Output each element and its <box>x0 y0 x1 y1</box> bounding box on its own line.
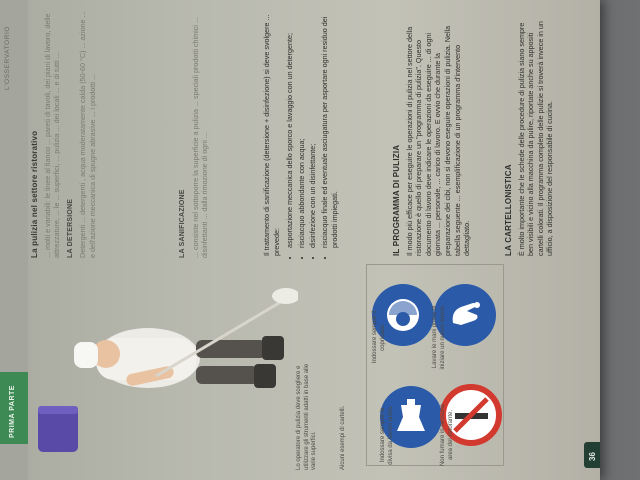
section-tab-label: PRIMA PARTE <box>9 385 16 438</box>
detersione-heading: LA DETERSIONE <box>66 198 74 258</box>
procedure-item: • disinfezione con un disinfettante; <box>308 6 318 248</box>
program-heading: IL PROGRAMMA DI PULIZIA <box>392 144 401 256</box>
sanificazione-heading: LA SANIFICAZIONE <box>179 189 186 258</box>
sanificazione-block <box>178 8 214 258</box>
section-tab <box>0 372 28 444</box>
procedure-intro: Il trattamento di sanificazione (detersione + disinfezione) si deve svolgere ... prevede: <box>262 14 281 256</box>
sign-caption: Indossare sempre il copricapo. <box>372 310 386 364</box>
main-text-block <box>30 8 102 258</box>
procedure-item: • risciacquo abbondante con acqua; <box>297 6 307 248</box>
hand-wash-icon <box>443 293 487 337</box>
signage-block <box>504 12 559 256</box>
running-header: L'OSSERVATORIO <box>4 25 11 90</box>
article-title: La pulizia nel settore ristorativo <box>30 130 39 258</box>
sign-caption: Indossare sempre la divisa da lavoro pulita. <box>380 405 394 465</box>
procedure-item: • risciacquo finale ed eventuale asciugatura per asportare ogni residuo dei prodotti impiegati. <box>320 6 339 248</box>
signage-paragraph: È molto importante che le schede delle procedure di pulizia siano sempre ben visibili e vicino alla macchina da pulire, riportate anche su appositi cartelli colorati. Il programma completo delle pulizie si troverà invece in un ufficio, a disposizione del responsabile di cucina. <box>516 21 555 256</box>
detersione-paragraph: Detergenti ... detergenti , acqua moderatamente calda (50-60 °C) ... azione ... e dell'azione meccanica di spugne abrasive ... i prodotti ... <box>78 11 97 258</box>
procedure-list <box>285 6 339 256</box>
procedure-item: • asportazione meccanica dello sporco e lavaggio con un detergente; <box>285 6 295 248</box>
intro-paragraph: ... molti e variabili: le linee al fianco ... pareti di tavoli, dei piani di lavoro, delle attrezzature, ... le ... superfici, ... pulizia ... dei locali ... e di tutti ... <box>42 13 62 258</box>
sanificazione-paragraph: ... consiste nel sottoporre la superficie a pulizia ... speciali prodotti chimici ... disinfettanti ... dalla rimozione di ogni ... <box>190 17 210 258</box>
sign-caption: Non fumare in nessuna area del ristorante. <box>440 403 454 467</box>
signage-heading: LA CARTELLONISTICA <box>504 164 513 256</box>
page-number-tab <box>584 442 600 468</box>
page-number: 36 <box>588 452 597 461</box>
cleaning-program-block <box>392 12 476 256</box>
no-smoking-icon <box>449 393 493 437</box>
program-paragraph: Il modo più efficace per eseguire le operazioni di pulizia nel settore della ristorazione è quello di preparare un "programma di pulizia". Questo documento di lavoro deve indicare le operazioni da eseguire ... di ogni giornata ... personale, ... carico di lavoro. E ovvio che durante la preparazione dei cibi, non si devono eseguire operazioni di pulizia. Nella tabella seguente ... esemplificazione di un programma d'intervento dettagliato. <box>404 25 472 256</box>
sign-caption: Lavare le mani prima di iniziare un nuovo lavoro. <box>432 304 446 370</box>
figure-caption-2: Alcuni esempi di cartelli. <box>340 405 346 470</box>
hairnet-icon <box>381 293 425 337</box>
procedure-block <box>262 6 341 256</box>
chef-mopping-illustration <box>36 278 298 468</box>
figure-caption-1: Lo operatore di pulizia deve scegliere e utilizzare gli strumenti adatti in base alle varie superfici. <box>296 363 317 470</box>
apron-icon <box>389 395 433 439</box>
